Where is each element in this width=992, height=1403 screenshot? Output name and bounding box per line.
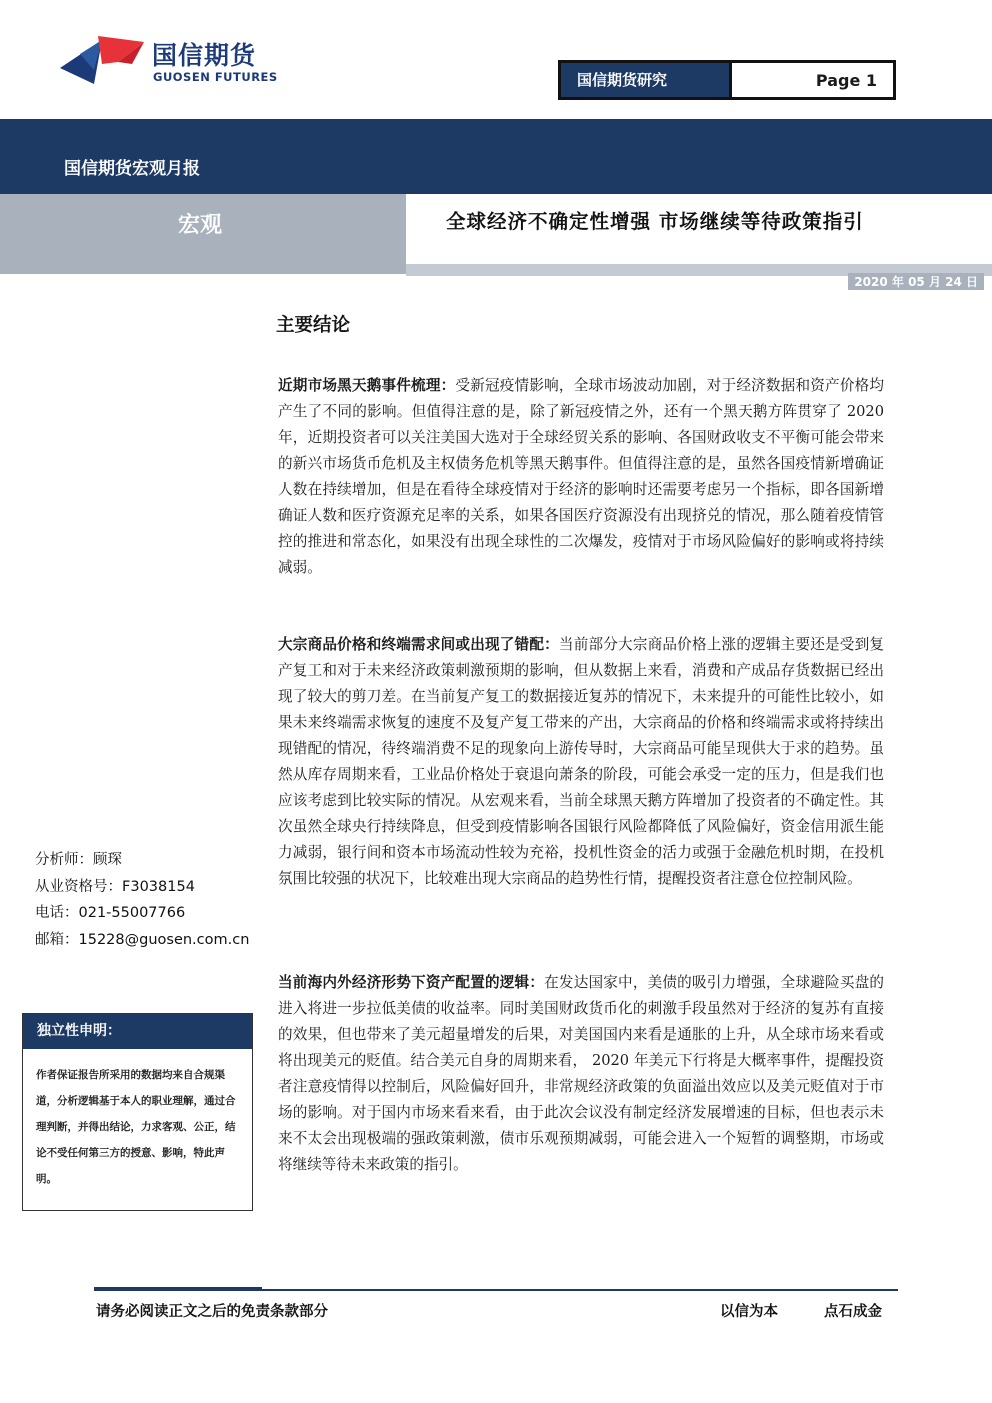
footer-slogan-2: 点石成金 <box>824 1304 882 1320</box>
logo-text-cn: 国信期货 <box>152 41 257 70</box>
footer-slogan-1: 以信为本 <box>720 1304 778 1320</box>
paragraph-commodity <box>278 632 884 892</box>
logo-mark-icon <box>58 34 148 90</box>
paragraph-lead: 近期市场黑天鹅事件梳理： <box>278 377 456 394</box>
research-label: 国信期货研究 <box>561 63 729 97</box>
analyst-info <box>35 847 249 953</box>
report-date: 2020 年 05 月 24 日 <box>848 273 984 290</box>
sector-label: 宏观 <box>178 213 223 238</box>
logo-text-en: GUOSEN FUTURES <box>153 70 278 84</box>
paragraph-body: 受新冠疫情影响，全球市场波动加剧，对于经济数据和资产价格均产生了不同的影响。但值得注意的是，除了新冠疫情之外，还有一个黑天鹅方阵贯穿了 2020 年，近期投资者可以关注美国大选对于全球经贸关系的影响、各国财政收支不平衡可能会带来的新兴市场货币危机及主权债务危机等黑天鹅事件。但值得注意的是，虽然各国疫情新增确证人数在持续增加，但是在看待全球疫情对于经济的影响时还需要考虑另一个指标，即各国新增确证人数和医疗资源充足率的关系，如果各国医疗资源没有出现挤兑的情况，那么随着疫情管控的推进和常态化，如果没有出现全球性的二次爆发，疫情对于市场风险偏好的影响或将持续减弱。 <box>278 377 884 576</box>
analyst-license: 从业资格号：F3038154 <box>35 878 195 895</box>
analyst-name: 分析师：顾琛 <box>35 852 122 868</box>
footer-disclaimer: 请务必阅读正文之后的免责条款部分 <box>96 1304 328 1320</box>
report-type: 国信期货宏观月报 <box>64 159 200 179</box>
independence-statement-title: 独立性申明： <box>23 1014 252 1049</box>
report-title: 全球经济不确定性增强 市场继续等待政策指引 <box>446 210 864 233</box>
paragraph-body: 在发达国家中，美债的吸引力增强，全球避险买盘的进入将进一步拉低美债的收益率。同时美国财政货币化的刺激手段虽然对于经济的复苏有直接的效果，但也带来了美元超量增发的后果，对美国国内来看是通胀的上升，从全球市场来看或将出现美元的贬值。结合美元自身的周期来看， 2020 年美元下行将是大概率事件，提醒投资者注意疫情得以控制后，风险偏好回升，非常规经济政策的负面溢出效应以及美元贬值对于市场的影响。对于国内市场来看来看，由于此次会议没有制定经济发展增速的目标，但也表示未来不太会出现极端的强政策刺激，债市乐观预期减弱，可能会进入一个短暂的调整期，市场或将继续等待未来政策的指引。 <box>278 974 884 1173</box>
footer-accent-bar <box>94 1287 262 1291</box>
independence-statement-body: 作者保证报告所采用的数据均来自合规渠道，分析逻辑基于本人的职业理解，通过合理判断，并得出结论，力求客观、公正，结论不受任何第三方的授意、影响，特此声明。 <box>36 1069 236 1185</box>
page-number: Page 1 <box>729 63 893 97</box>
page-header-box <box>558 60 896 100</box>
paragraph-asset-allocation <box>278 970 884 1178</box>
section-title: 主要结论 <box>276 315 351 336</box>
paragraph-body: 当前部分大宗商品价格上涨的逻辑主要还是受到复产复工和对于未来经济政策刺激预期的影响，但从数据上来看，消费和产成品存货数据已经出现了较大的剪刀差。在当前复产复工的数据接近复苏的情况下，未来提升的可能性比较小，如果未来终端需求恢复的速度不及复产复工带来的产出，大宗商品的价格和终端需求或将持续出现错配的情况，待终端消费不足的现象向上游传导时，大宗商品可能呈现供大于求的趋势。虽然从库存周期来看，工业品价格处于衰退向萧条的阶段，可能会承受一定的压力，但是我们也应该考虑到比较实际的情况。从宏观来看，当前全球黑天鹅方阵增加了投资者的不确定性。其次虽然全球央行持续降息，但受到疫情影响各国银行风险都降低了风险偏好，资金信用派生能力减弱，银行间和资本市场流动性较为充裕，投机性资金的活力或强于金融危机时期，在投机氛围比较强的状况下，比较难出现大宗商品的趋势性行情，提醒投资者注意仓位控制风险。 <box>278 636 884 887</box>
paragraph-lead: 当前海内外经济形势下资产配置的逻辑： <box>278 974 545 991</box>
paragraph-black-swan <box>278 373 884 581</box>
analyst-email: 邮箱：15228@guosen.com.cn <box>35 931 250 948</box>
analyst-phone: 电话：021-55007766 <box>35 905 186 921</box>
paragraph-lead: 大宗商品价格和终端需求间或出现了错配： <box>278 636 559 653</box>
